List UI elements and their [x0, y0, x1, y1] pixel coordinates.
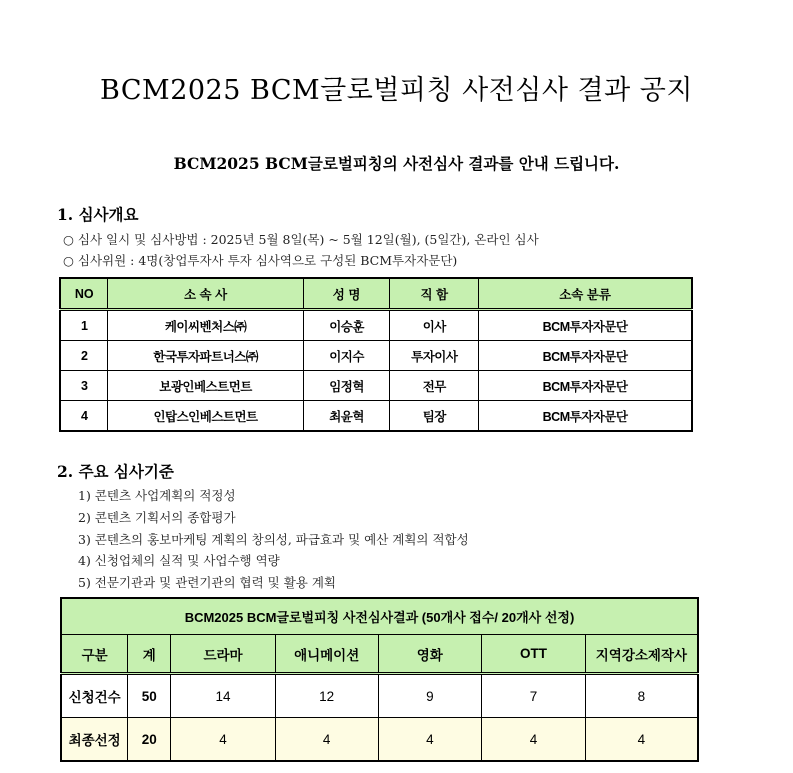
- col-header-ott: OTT: [482, 635, 586, 674]
- cell-total: 20: [128, 718, 171, 762]
- cell-total: 50: [128, 674, 171, 718]
- cell-company: 보광인베스트먼트: [108, 371, 303, 401]
- overview-bullet-schedule: ○ 심사 일시 및 심사방법 : 2025년 5월 8일(목) ~ 5월 12일(월), (5일간), 온라인 심사: [63, 232, 539, 247]
- criteria-item: 5) 전문기관과 및 관련기관의 협력 및 활용 계획: [78, 575, 336, 590]
- cell-title: 팀장: [390, 401, 479, 432]
- criteria-item: 1) 콘텐츠 사업계획의 적정성: [78, 488, 236, 503]
- col-header-name: 성 명: [303, 278, 390, 310]
- cell-category: BCM투자자문단: [479, 341, 692, 371]
- cell-regional: 8: [585, 674, 698, 718]
- cell-category: BCM투자자문단: [479, 401, 692, 432]
- row-label: 최종선정: [61, 718, 128, 762]
- cell-name: 최윤혁: [303, 401, 390, 432]
- cell-no: 2: [60, 341, 108, 371]
- col-header-no: NO: [60, 278, 108, 310]
- cell-title: 투자이사: [390, 341, 479, 371]
- cell-company: 인탑스인베스트먼트: [108, 401, 303, 432]
- cell-name: 이지수: [303, 341, 390, 371]
- col-header-drama: 드라마: [171, 635, 276, 674]
- cell-ott: 4: [482, 718, 586, 762]
- cell-drama: 14: [171, 674, 276, 718]
- overview-bullet-judges: ○ 심사위원 : 4명(창업투자사 투자 심사역으로 구성된 BCM투자자문단): [63, 253, 458, 268]
- cell-company: 케이씨벤처스㈜: [108, 310, 303, 341]
- col-header-category: 소속 분류: [479, 278, 692, 310]
- cell-film: 9: [378, 674, 482, 718]
- col-header-total: 계: [128, 635, 171, 674]
- cell-title: 전무: [390, 371, 479, 401]
- criteria-item: 4) 신청업체의 실적 및 사업수행 역량: [78, 553, 280, 568]
- result-table-caption: BCM2025 BCM글로벌피칭 사전심사결과 (50개사 접수/ 20개사 선정): [61, 598, 698, 635]
- cell-no: 1: [60, 310, 108, 341]
- col-header-title: 직 함: [390, 278, 479, 310]
- section-heading-criteria: 2. 주요 심사기준: [57, 462, 174, 481]
- section-heading-overview: 1. 심사개요: [57, 205, 139, 224]
- page-title: BCM2025 BCM글로벌피칭 사전심사 결과 공지: [100, 75, 693, 106]
- judges-table: [59, 277, 693, 432]
- col-header-film: 영화: [378, 635, 482, 674]
- cell-animation: 4: [275, 718, 378, 762]
- cell-name: 이승훈: [303, 310, 390, 341]
- col-header-category: 구분: [61, 635, 128, 674]
- table-row: [60, 341, 692, 371]
- row-label: 신청건수: [61, 674, 128, 718]
- table-row: [60, 310, 692, 341]
- page-subtitle: BCM2025 BCM글로벌피칭의 사전심사 결과를 안내 드립니다.: [173, 154, 620, 173]
- col-header-company: 소 속 사: [108, 278, 303, 310]
- cell-regional: 4: [585, 718, 698, 762]
- criteria-item: 2) 콘텐츠 기획서의 종합평가: [78, 510, 236, 525]
- cell-no: 4: [60, 401, 108, 432]
- cell-category: BCM투자자문단: [479, 371, 692, 401]
- table-row: [60, 371, 692, 401]
- result-table-header: [61, 635, 698, 674]
- table-row-selected: [61, 718, 698, 762]
- judges-table-header: [60, 278, 692, 310]
- cell-category: BCM투자자문단: [479, 310, 692, 341]
- col-header-regional: 지역강소제작사: [585, 635, 698, 674]
- cell-drama: 4: [171, 718, 276, 762]
- cell-film: 4: [378, 718, 482, 762]
- result-table: [60, 597, 699, 762]
- cell-name: 임정혁: [303, 371, 390, 401]
- cell-ott: 7: [482, 674, 586, 718]
- table-row: [60, 401, 692, 432]
- cell-company: 한국투자파트너스㈜: [108, 341, 303, 371]
- table-row-applications: [61, 674, 698, 718]
- cell-no: 3: [60, 371, 108, 401]
- cell-title: 이사: [390, 310, 479, 341]
- cell-animation: 12: [275, 674, 378, 718]
- col-header-animation: 애니메이션: [275, 635, 378, 674]
- criteria-item: 3) 콘텐츠의 홍보마케팅 계획의 창의성, 파급효과 및 예산 계획의 적합성: [78, 532, 469, 547]
